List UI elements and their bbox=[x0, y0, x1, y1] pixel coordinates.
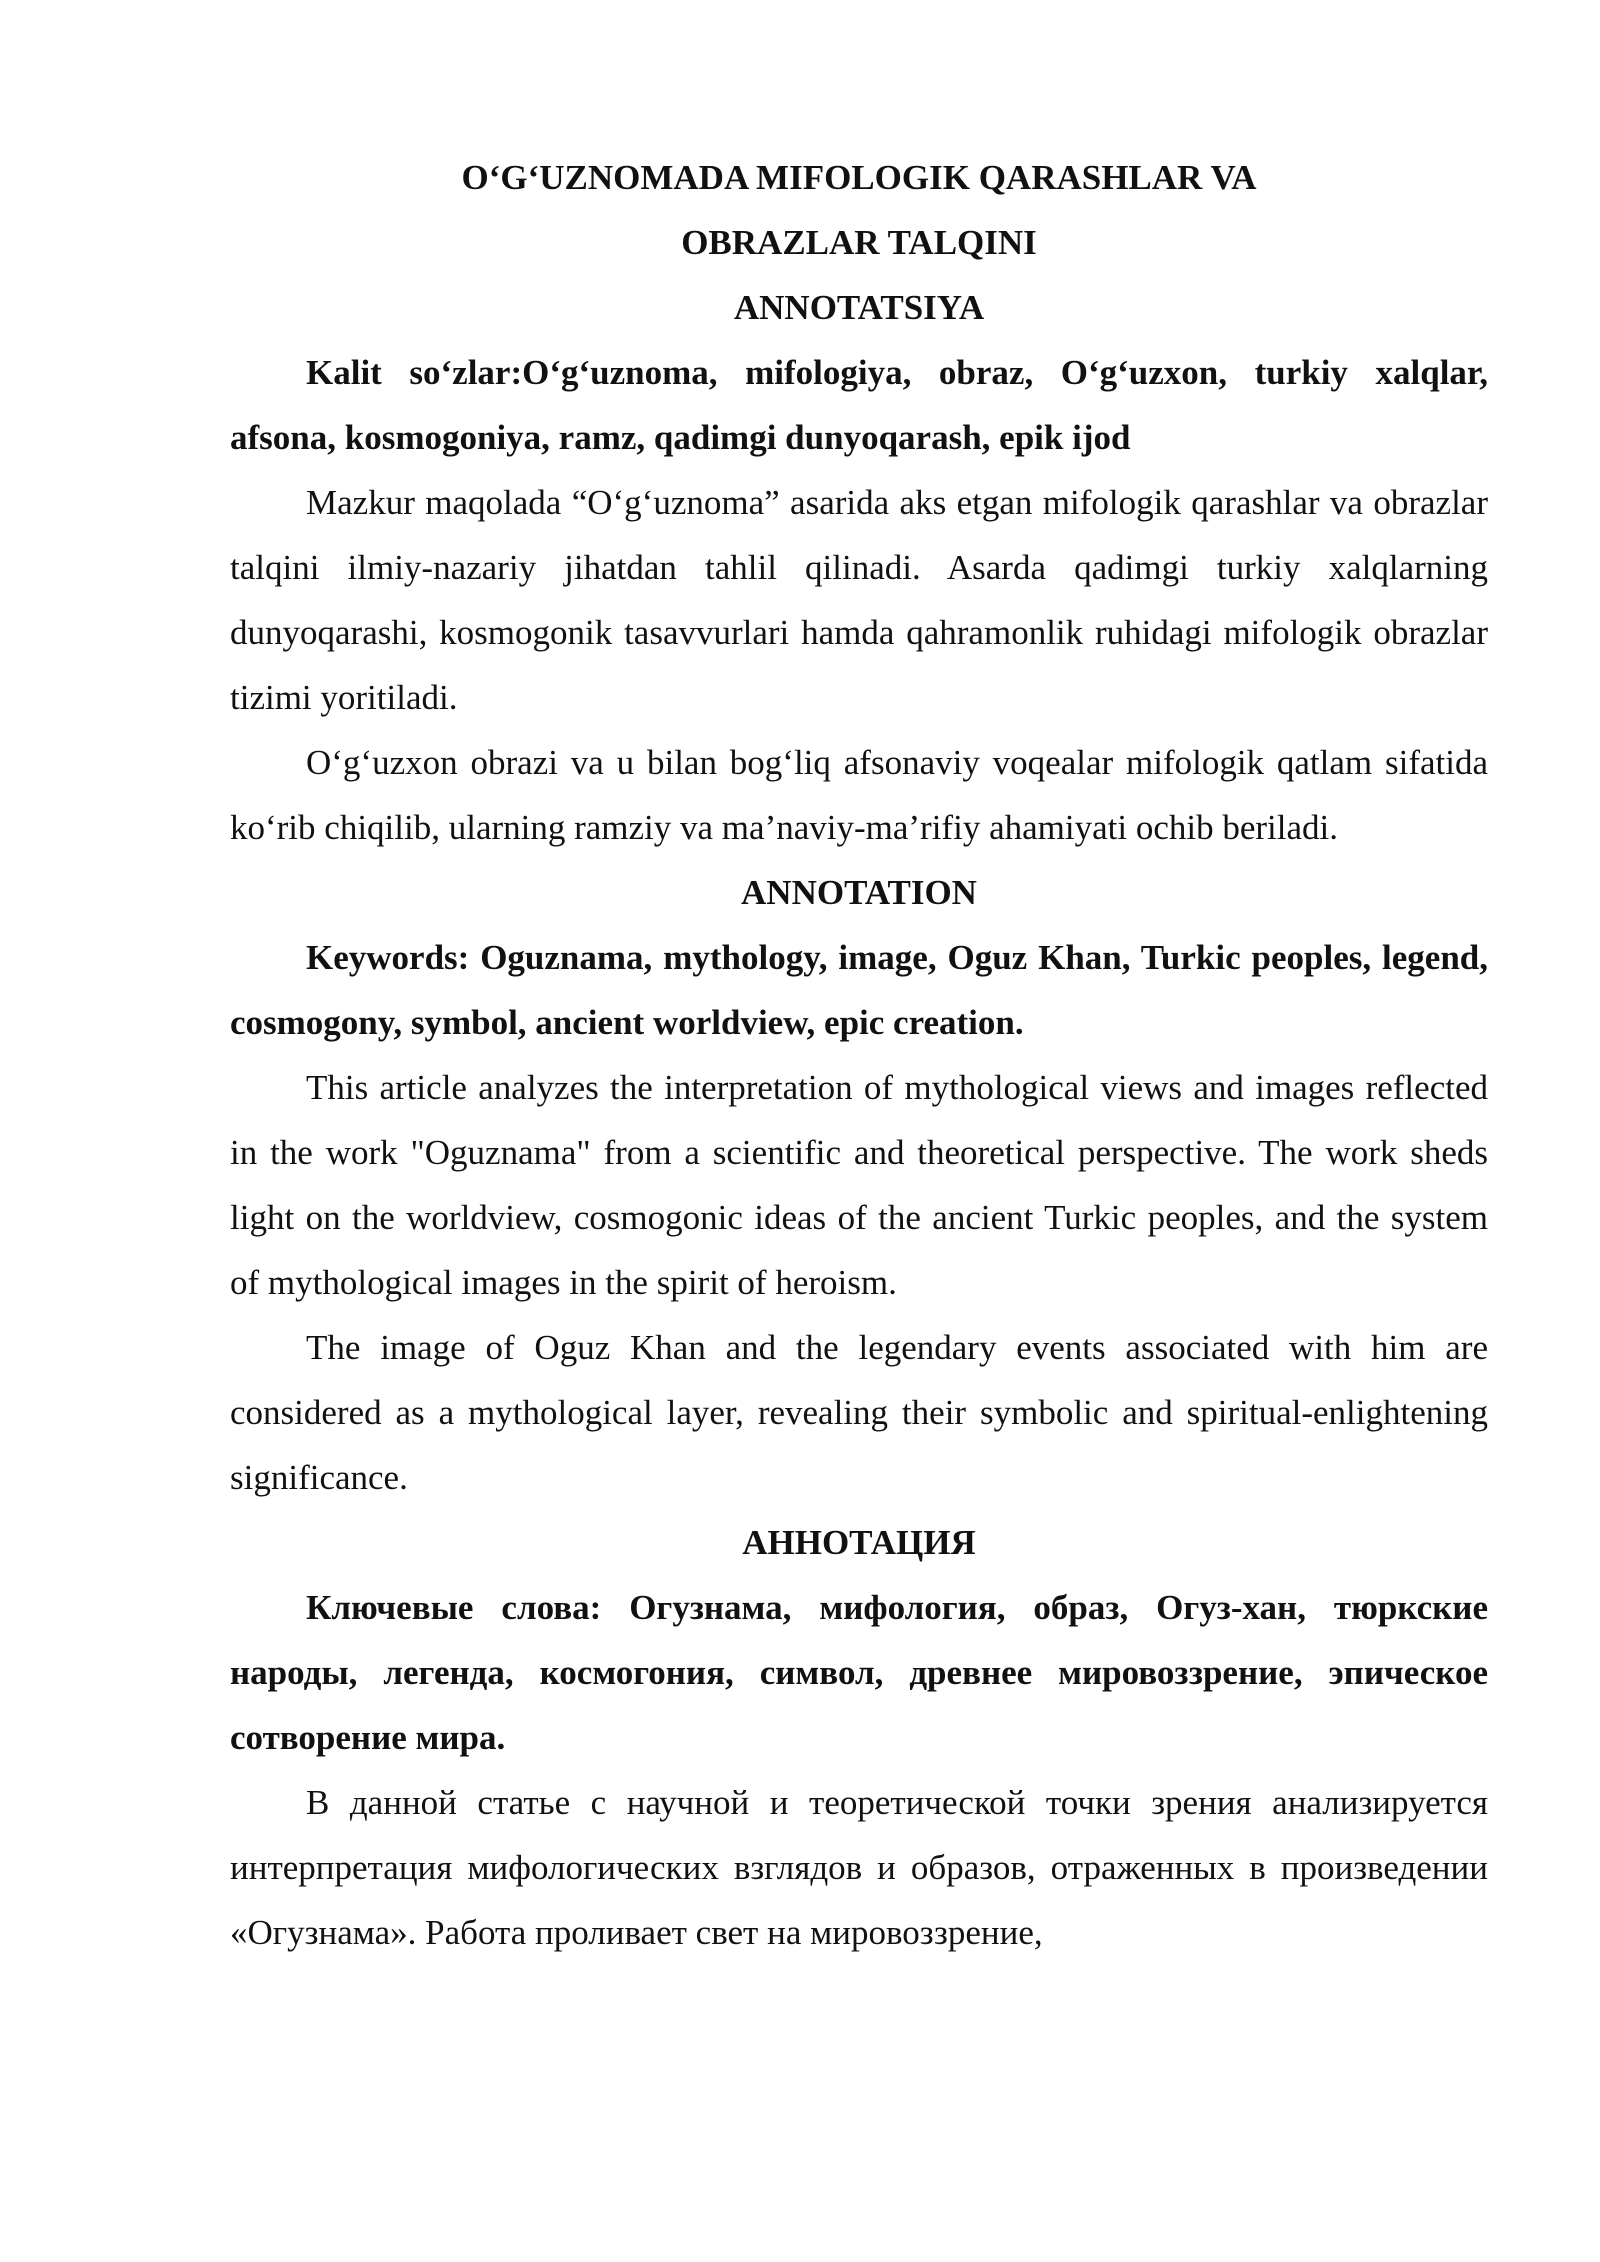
document-title-line-1: O‘G‘UZNOMADA MIFOLOGIK QARASHLAR VA bbox=[461, 158, 1257, 197]
keywords-uz: Kalit so‘zlar:O‘g‘uznoma, mifologiya, obraz, O‘g‘uzxon, turkiy xalqlar, afsona, kosmogoniya, ramz, qadimgi dunyoqarash, epik ijod bbox=[230, 353, 1488, 457]
section-heading-ru: АННОТАЦИЯ bbox=[742, 1523, 976, 1562]
document-title-line-2: OBRAZLAR TALQINI bbox=[681, 223, 1037, 262]
abstract-ru-paragraph-1: В данной статье с научной и теоретической точки зрения анализируется интерпретация мифологических взглядов и образов, отраженных в произведении «Огузнама». Работа проливает свет на мировоззрение, bbox=[230, 1783, 1488, 1952]
abstract-en-paragraph-1: This article analyzes the interpretation of mythological views and images reflected in the work "Oguznama" from a scientific and theoretical perspective. The work sheds light on the worldview, cosmogonic ideas of the ancient Turkic peoples, and the system of mythological images in the spirit of heroism. bbox=[230, 1068, 1488, 1302]
abstract-uz-paragraph-2: O‘g‘uzxon obrazi va u bilan bog‘liq afsonaviy voqealar mifologik qatlam sifatida ko‘rib chiqilib, ularning ramziy va ma’naviy-ma’rifiy ahamiyati ochib beriladi. bbox=[230, 743, 1488, 847]
keywords-en: Keywords: Oguznama, mythology, image, Oguz Khan, Turkic peoples, legend, cosmogony, symbol, ancient worldview, epic creation. bbox=[230, 938, 1488, 1042]
section-heading-uz: ANNOTATSIYA bbox=[733, 288, 985, 327]
document-body bbox=[230, 145, 1488, 1965]
abstract-en-paragraph-2: The image of Oguz Khan and the legendary events associated with him are considered as a mythological layer, revealing their symbolic and spiritual-enlightening significance. bbox=[230, 1328, 1488, 1497]
abstract-uz-paragraph-1: Mazkur maqolada “O‘g‘uznoma” asarida aks etgan mifologik qarashlar va obrazlar talqini ilmiy-nazariy jihatdan tahlil qilinadi. Asarda qadimgi turkiy xalqlarning dunyoqarashi, kosmogonik tasavvurlari hamda qahramonlik ruhidagi mifologik obrazlar tizimi yoritiladi. bbox=[230, 483, 1488, 717]
section-heading-en: ANNOTATION bbox=[741, 873, 977, 912]
keywords-ru: Ключевые слова: Огузнама, мифология, образ, Огуз-хан, тюркские народы, легенда, космогония, символ, древнее мировоззрение, эпическое сотворение мира. bbox=[230, 1588, 1488, 1757]
